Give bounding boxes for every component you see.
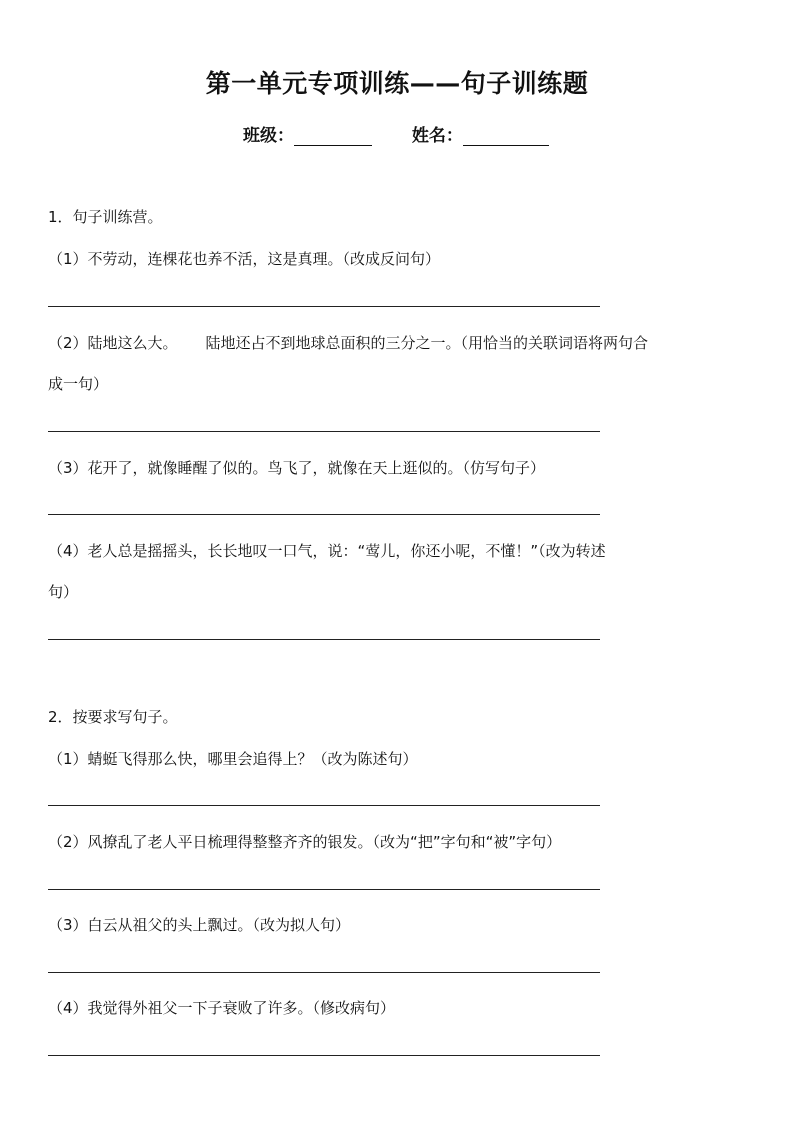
section2-heading: 2．按要求写句子。: [48, 708, 178, 726]
answer-line-1-1: [48, 306, 600, 307]
class-blank: [294, 127, 372, 146]
answer-line-2-3: [48, 972, 600, 973]
answer-line-1-3: [48, 514, 600, 515]
student-info-row: [243, 121, 549, 146]
section2-question-3: （3）白云从祖父的头上飘过。（改为拟人句）: [48, 916, 351, 934]
section2-question-2: （2）风撩乱了老人平日梳理得整整齐齐的银发。（改为“把”字句和“被”字句）: [48, 833, 562, 851]
answer-line-2-1: [48, 805, 600, 806]
section2-question-1: （1）蜻蜓飞得那么快，哪里会追得上？（改为陈述句）: [48, 750, 418, 768]
name-blank: [463, 127, 549, 146]
answer-line-2-2: [48, 889, 600, 890]
name-field: [412, 121, 549, 146]
section1-question-2-part-b: 陆地还占不到地球总面积的三分之一。（用恰当的关联词语将两句合: [205, 334, 649, 352]
name-label: 姓名：: [411, 126, 463, 146]
class-field: [243, 121, 372, 146]
answer-line-1-4: [48, 639, 600, 640]
answer-line-2-4: [48, 1055, 600, 1056]
section1-heading: 1．句子训练营。: [48, 208, 163, 226]
section1-question-2-continued: 成一句）: [48, 375, 109, 393]
section2-question-4: （4）我觉得外祖父一下子衰败了许多。（修改病句）: [48, 999, 396, 1017]
section1-question-4: （4）老人总是摇摇头，长长地叹一口气，说：“莺儿，你还小呢，不懂！”（改为转述: [48, 542, 606, 560]
class-label: 班级：: [243, 126, 294, 146]
section1-question-2-part-a: （2）陆地这么大。: [48, 334, 178, 352]
section1-question-3: （3）花开了，就像睡醒了似的。鸟飞了，就像在天上逛似的。（仿写句子）: [48, 459, 546, 477]
page-title: 第一单元专项训练——句子训练题: [205, 69, 589, 98]
section1-question-2: [48, 332, 648, 353]
section1-question-4-continued: 句）: [48, 583, 79, 601]
answer-line-1-2: [48, 431, 600, 432]
section1-question-1: （1）不劳动，连棵花也养不活，这是真理。（改成反问句）: [48, 250, 441, 268]
